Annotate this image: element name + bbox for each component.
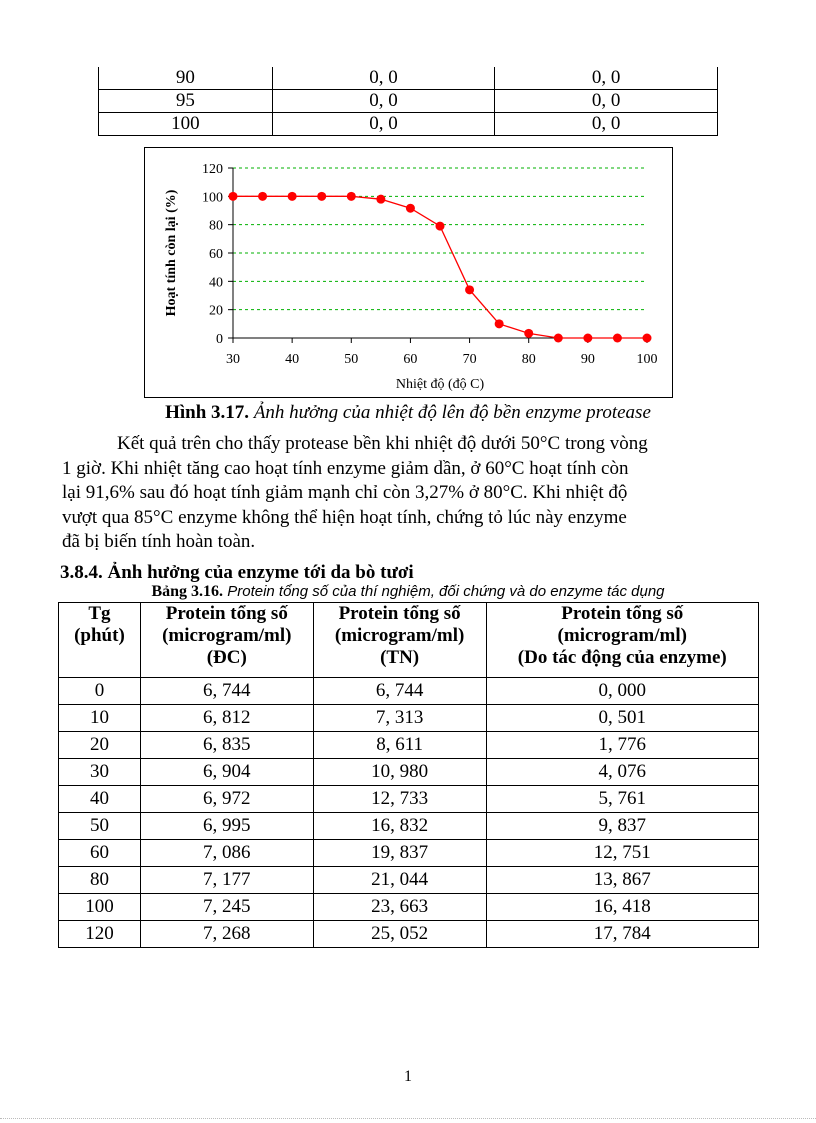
header-line: (TN)	[380, 647, 420, 668]
table-cell: 0	[59, 678, 141, 705]
data-point	[317, 192, 326, 201]
table-cell: 7, 245	[140, 894, 313, 921]
chart-frame	[144, 147, 673, 398]
figure-caption-text: Ảnh hưởng của nhiệt độ lên độ bền enzyme protease	[249, 402, 651, 423]
table-cell: 0, 0	[495, 90, 718, 113]
figure-caption-label: Hình 3.17.	[165, 402, 250, 423]
table-cell: 40	[59, 786, 141, 813]
x-tick-label: 30	[226, 352, 240, 367]
table-cell: 21, 044	[313, 867, 486, 894]
table-cell: 4, 076	[486, 759, 758, 786]
table-caption-label: Bảng 3.16.	[151, 583, 224, 600]
table-cell: 0, 501	[486, 705, 758, 732]
table-cell: 7, 313	[313, 705, 486, 732]
table-row	[59, 867, 759, 894]
table-cell: 6, 744	[313, 678, 486, 705]
data-point	[643, 334, 652, 343]
body-paragraph	[62, 432, 742, 555]
header-line: Protein tổng số	[165, 603, 288, 624]
table-cell: 6, 995	[140, 813, 313, 840]
protein-table	[58, 602, 759, 948]
header-line: (Do tác động của enzyme)	[517, 647, 727, 668]
data-point	[347, 192, 356, 201]
data-point	[258, 192, 267, 201]
y-tick-label: 80	[209, 218, 223, 234]
x-tick-label: 60	[403, 352, 418, 367]
y-tick-label: 40	[209, 275, 223, 291]
table-cell: 7, 086	[140, 840, 313, 867]
table-cell: 25, 052	[313, 921, 486, 948]
stability-chart	[145, 148, 672, 397]
header-line: Protein tổng số	[338, 603, 461, 624]
header-line: Tg	[88, 603, 111, 624]
table-cell: 6, 904	[140, 759, 313, 786]
table-cell: 100	[99, 113, 273, 136]
header-line: Protein tổng số	[561, 603, 684, 624]
y-axis-title: Hoạt tính còn lại (%)	[164, 189, 179, 317]
data-point	[554, 334, 563, 343]
table-cell: 100	[59, 894, 141, 921]
header-cell-enzyme	[486, 603, 758, 678]
paragraph-line: Kết quả trên cho thấy protease bền khi nhiệt độ dưới 50°C trong vòng	[117, 433, 648, 454]
data-point	[229, 192, 238, 201]
y-tick-label: 0	[216, 332, 223, 347]
data-point	[495, 319, 504, 328]
table-row	[99, 67, 718, 90]
table-row	[59, 894, 759, 921]
table-cell: 60	[59, 840, 141, 867]
x-tick-label: 100	[636, 352, 658, 367]
table-cell: 6, 744	[140, 678, 313, 705]
table-cell: 120	[59, 921, 141, 948]
paragraph-line: lại 91,6% sau đó hoạt tính giảm mạnh chỉ còn 3,27% ở 80°C. Khi nhiệt độ	[62, 482, 628, 503]
table-cell: 9, 837	[486, 813, 758, 840]
x-tick-label: 90	[580, 352, 595, 367]
table-cell: 6, 812	[140, 705, 313, 732]
table-cell: 8, 611	[313, 732, 486, 759]
x-tick-label: 50	[344, 352, 359, 367]
table-cell: 23, 663	[313, 894, 486, 921]
header-cell-experiment	[313, 603, 486, 678]
table-row	[59, 759, 759, 786]
x-axis-title: Nhiệt độ (độ C)	[395, 377, 485, 392]
table-cell: 19, 837	[313, 840, 486, 867]
x-tick-label: 70	[462, 352, 477, 367]
page-bottom-divider	[0, 1118, 816, 1119]
table-cell: 50	[59, 813, 141, 840]
table-cell: 5, 761	[486, 786, 758, 813]
table-cell: 90	[99, 67, 273, 90]
header-line: (microgram/ml)	[334, 625, 465, 646]
paragraph-line: vượt qua 85°C enzyme không thể hiện hoạt tính, chứng tỏ lúc này enzyme	[62, 506, 627, 528]
data-point	[583, 334, 592, 343]
table-caption	[0, 583, 816, 600]
table-cell: 10	[59, 705, 141, 732]
table-row	[59, 678, 759, 705]
y-tick-label: 100	[202, 190, 223, 206]
table-header-row	[59, 603, 759, 678]
table-cell: 95	[99, 90, 273, 113]
table-cell: 30	[59, 759, 141, 786]
table-cell: 6, 835	[140, 732, 313, 759]
table-row	[99, 113, 718, 136]
header-line: (phút)	[74, 625, 125, 646]
table-cell: 13, 867	[486, 867, 758, 894]
series-line	[233, 196, 647, 338]
x-tick-label: 40	[285, 352, 300, 367]
table-row	[59, 840, 759, 867]
table-cell: 16, 418	[486, 894, 758, 921]
figure-caption	[0, 402, 816, 424]
data-point	[406, 204, 415, 213]
data-point	[376, 195, 385, 204]
table-cell: 0, 000	[486, 678, 758, 705]
table-cell: 20	[59, 732, 141, 759]
table-cell: 12, 733	[313, 786, 486, 813]
header-cell-control	[140, 603, 313, 678]
table-cell: 7, 268	[140, 921, 313, 948]
table-cell: 6, 972	[140, 786, 313, 813]
table-cell: 80	[59, 867, 141, 894]
table-cell: 7, 177	[140, 867, 313, 894]
y-tick-label: 20	[209, 303, 223, 319]
table-cell: 0, 0	[272, 113, 495, 136]
y-tick-label: 120	[202, 162, 223, 177]
page-number: 1	[404, 1068, 412, 1085]
data-point	[613, 334, 622, 343]
paragraph-line: đã bị biến tính hoàn toàn.	[62, 531, 256, 552]
table-cell: 16, 832	[313, 813, 486, 840]
table-cell: 10, 980	[313, 759, 486, 786]
table-caption-text: Protein tổng số của thí nghiệm, đối chứng và do enzyme tác dụng	[223, 583, 665, 600]
table-cell: 0, 0	[495, 67, 718, 90]
table-cell: 17, 784	[486, 921, 758, 948]
table-row	[59, 786, 759, 813]
data-point	[436, 222, 445, 231]
table-row	[59, 732, 759, 759]
table-cell: 12, 751	[486, 840, 758, 867]
table-cell: 0, 0	[495, 113, 718, 136]
header-line: (microgram/ml)	[162, 625, 292, 646]
top-data-table	[98, 67, 718, 136]
header-cell-time	[59, 603, 141, 678]
table-cell: 0, 0	[272, 90, 495, 113]
data-point	[288, 192, 297, 201]
table-cell: 1, 776	[486, 732, 758, 759]
table-row	[59, 705, 759, 732]
x-tick-label: 80	[521, 352, 536, 367]
header-line: (microgram/ml)	[557, 625, 687, 646]
data-point	[465, 285, 474, 294]
table-row	[59, 921, 759, 948]
y-tick-label: 60	[209, 247, 223, 262]
section-heading: 3.8.4. Ảnh hưởng của enzyme tới da bò tươi	[60, 562, 414, 583]
paragraph-line: 1 giờ. Khi nhiệt tăng cao hoạt tính enzyme giảm dần, ở 60°C hoạt tính còn	[62, 457, 629, 479]
header-line: (ĐC)	[206, 647, 247, 668]
table-cell: 0, 0	[272, 67, 495, 90]
table-row	[59, 813, 759, 840]
table-row	[99, 90, 718, 113]
data-point	[524, 329, 533, 338]
